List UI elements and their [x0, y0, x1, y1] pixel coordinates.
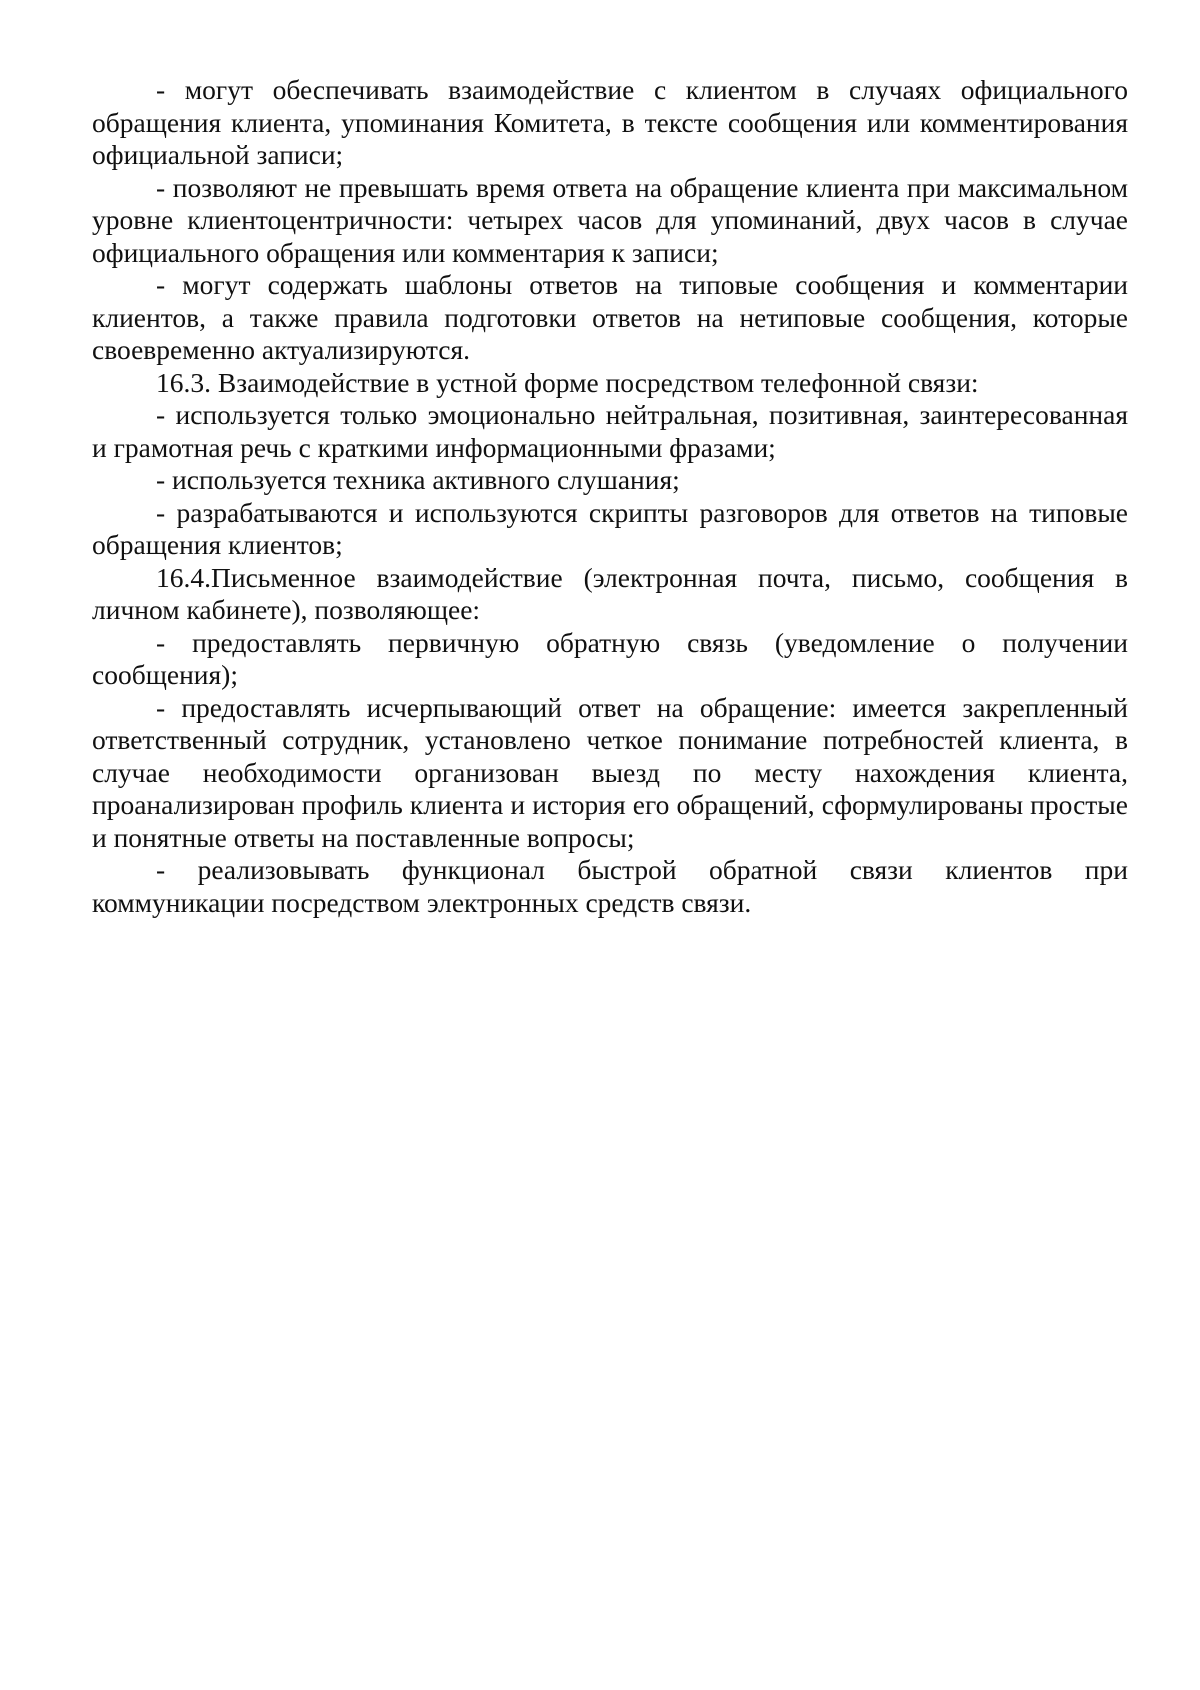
paragraph-comprehensive-answer: - предоставлять исчерпывающий ответ на обращение: имеется закрепленный ответственный сотрудник, установлено четкое понимание потребностей клиента, в случае необходимости организован выезд по месту нахождения клиента, проанализирован профиль клиента и история его обращений, сформулированы простые и понятные ответы на поставленные вопросы; [92, 691, 1128, 853]
paragraph-response-templates: - могут содержать шаблоны ответов на типовые сообщения и комментарии клиентов, а также правила подготовки ответов на нетиповые сообщения, которые своевременно актуализируются. [92, 269, 1128, 365]
paragraph-active-listening: - используется техника активного слушания; [156, 464, 680, 495]
paragraph-call-scripts: - разрабатываются и используются скрипты разговоров для ответов на типовые обращения клиентов; [92, 496, 1128, 560]
section-16-4-heading: 16.4.Письменное взаимодействие (электронная почта, письмо, сообщения в личном кабинете), позволяющее: [92, 561, 1128, 625]
section-16-3-heading: 16.3. Взаимодействие в устной форме посредством телефонной связи: [156, 366, 979, 398]
paragraph-quick-feedback: - реализовывать функционал быстрой обратной связи клиентов при коммуникации посредством электронных средств связи. [92, 854, 1128, 918]
paragraph-primary-feedback: - предоставлять первичную обратную связь (уведомление о получении сообщения); [92, 626, 1128, 690]
paragraph-official-appeal: - могут обеспечивать взаимодействие с клиентом в случаях официального обращения клиента, упоминания Комитета, в тексте сообщения или комментирования официальной записи; [92, 74, 1128, 170]
document-body [92, 74, 1128, 919]
paragraph-speech-style: - используется только эмоционально нейтральная, позитивная, заинтересованная и грамотная речь с краткими информационными фразами; [92, 399, 1128, 463]
paragraph-response-time: - позволяют не превышать время ответа на обращение клиента при максимальном уровне клиентоцентричности: четырех часов для упоминаний, двух часов в случае официального обращения или комментария к записи; [92, 171, 1128, 268]
